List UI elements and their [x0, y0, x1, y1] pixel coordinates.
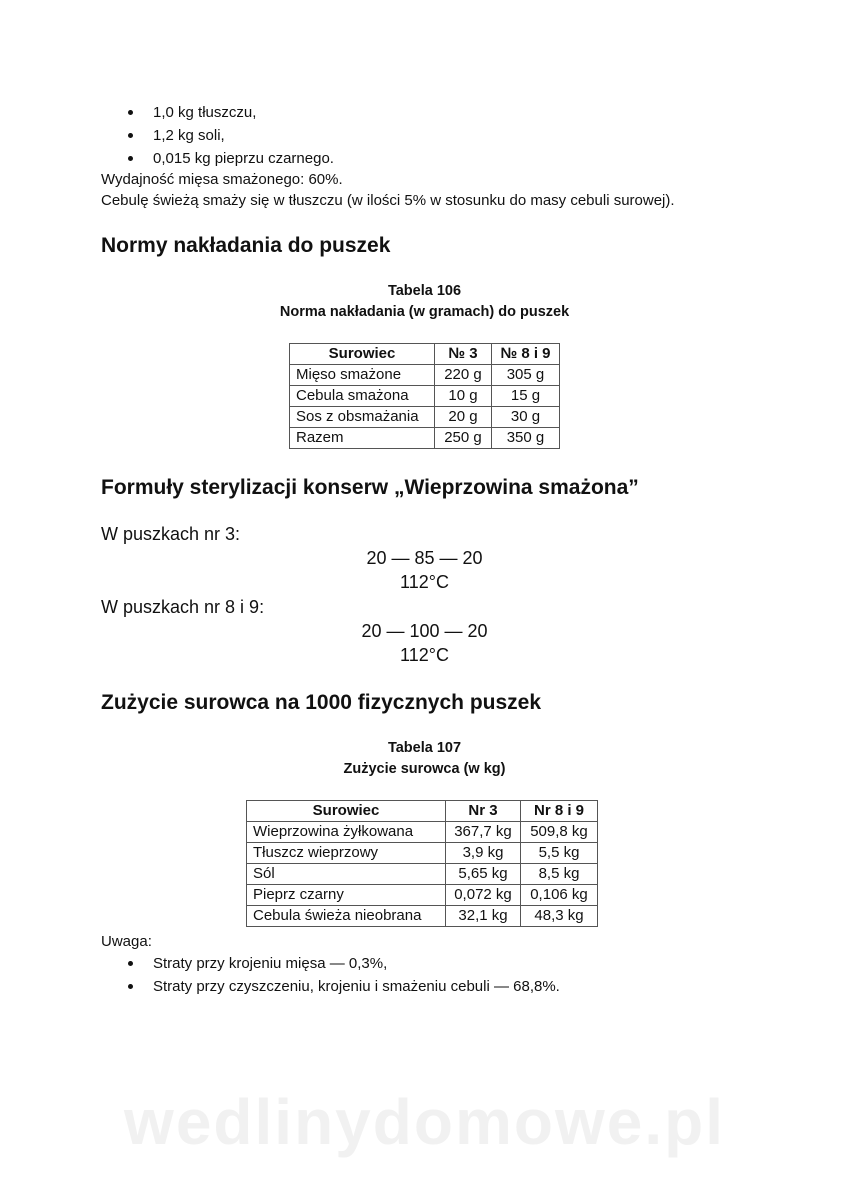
- can-8-9-temperature: 112°C: [400, 645, 449, 665]
- table-cell: 0,072 kg: [446, 885, 521, 906]
- column-header: Nr 8 i 9: [521, 801, 598, 822]
- can-3-label: W puszkach nr 3:: [101, 524, 241, 544]
- list-item: 1,2 kg soli,: [101, 124, 801, 147]
- table-cell: 3,9 kg: [446, 843, 521, 864]
- table-row: [290, 386, 560, 407]
- table-header-row: [290, 344, 560, 365]
- table-107-title: Zużycie surowca (w kg): [343, 761, 506, 777]
- table-cell: 250 g: [435, 428, 492, 449]
- can-8-9-label: W puszkach nr 8 i 9:: [101, 597, 265, 617]
- table-cell: Cebula świeża nieobrana: [247, 906, 446, 927]
- table-cell: 10 g: [435, 386, 492, 407]
- table-row: [290, 407, 560, 428]
- table-cell: 30 g: [492, 407, 560, 428]
- section-heading-consumption: Zużycie surowca na 1000 fizycznych puszek: [101, 691, 542, 714]
- column-header: Nr 3: [446, 801, 521, 822]
- table-cell: Pieprz czarny: [247, 885, 446, 906]
- can-3-temperature: 112°C: [400, 572, 449, 592]
- section-heading-sterilization: Formuły sterylizacji konserw „Wieprzowina smażona”: [101, 476, 639, 499]
- list-item: 1,0 kg tłuszczu,: [101, 101, 801, 124]
- table-106: [289, 343, 560, 449]
- table-cell: 350 g: [492, 428, 560, 449]
- table-cell: Tłuszcz wieprzowy: [247, 843, 446, 864]
- table-cell: 20 g: [435, 407, 492, 428]
- column-header: № 3: [435, 344, 492, 365]
- table-row: [247, 864, 598, 885]
- table-cell: 48,3 kg: [521, 906, 598, 927]
- list-item: Straty przy czyszczeniu, krojeniu i smażeniu cebuli — 68,8%.: [101, 975, 801, 998]
- table-cell: Razem: [290, 428, 435, 449]
- table-107-number: Tabela 107: [387, 740, 462, 756]
- note-label: Uwaga:: [101, 933, 152, 950]
- table-cell: 305 g: [492, 365, 560, 386]
- table-row: [247, 843, 598, 864]
- table-header-row: [247, 801, 598, 822]
- table-cell: 509,8 kg: [521, 822, 598, 843]
- table-cell: 32,1 kg: [446, 906, 521, 927]
- table-cell: 8,5 kg: [521, 864, 598, 885]
- column-header: Surowiec: [290, 344, 435, 365]
- table-cell: Mięso smażone: [290, 365, 435, 386]
- table-row: [247, 885, 598, 906]
- table-cell: 5,65 kg: [446, 864, 521, 885]
- can-8-9-formula: 20 — 100 — 20: [361, 621, 488, 641]
- onion-line: Cebulę świeżą smaży się w tłuszczu (w ilości 5% w stosunku do masy cebuli surowej).: [101, 192, 675, 209]
- yield-line: Wydajność mięsa smażonego: 60%.: [101, 171, 343, 188]
- table-106-number: Tabela 106: [387, 283, 462, 299]
- table-row: [247, 906, 598, 927]
- table-cell: 220 g: [435, 365, 492, 386]
- table-cell: 367,7 kg: [446, 822, 521, 843]
- can-3-formula: 20 — 85 — 20: [366, 548, 483, 568]
- note-bullet-list: [101, 952, 801, 998]
- table-cell: Wieprzowina żyłkowana: [247, 822, 446, 843]
- table-107: [246, 800, 598, 927]
- table-row: [290, 365, 560, 386]
- table-row: [290, 428, 560, 449]
- table-cell: 15 g: [492, 386, 560, 407]
- column-header: № 8 i 9: [492, 344, 560, 365]
- table-cell: Cebula smażona: [290, 386, 435, 407]
- table-cell: Sos z obsmażania: [290, 407, 435, 428]
- list-item: 0,015 kg pieprzu czarnego.: [101, 147, 801, 170]
- intro-bullet-list: [101, 101, 801, 170]
- table-row: [247, 822, 598, 843]
- table-106-title: Norma nakładania (w gramach) do puszek: [279, 304, 570, 320]
- table-cell: 5,5 kg: [521, 843, 598, 864]
- list-item: Straty przy krojeniu mięsa — 0,3%,: [101, 952, 801, 975]
- table-cell: 0,106 kg: [521, 885, 598, 906]
- table-cell: Sól: [247, 864, 446, 885]
- watermark: wedlinydomowe.pl: [124, 1086, 725, 1158]
- column-header: Surowiec: [247, 801, 446, 822]
- section-heading-norms: Normy nakładania do puszek: [101, 234, 391, 257]
